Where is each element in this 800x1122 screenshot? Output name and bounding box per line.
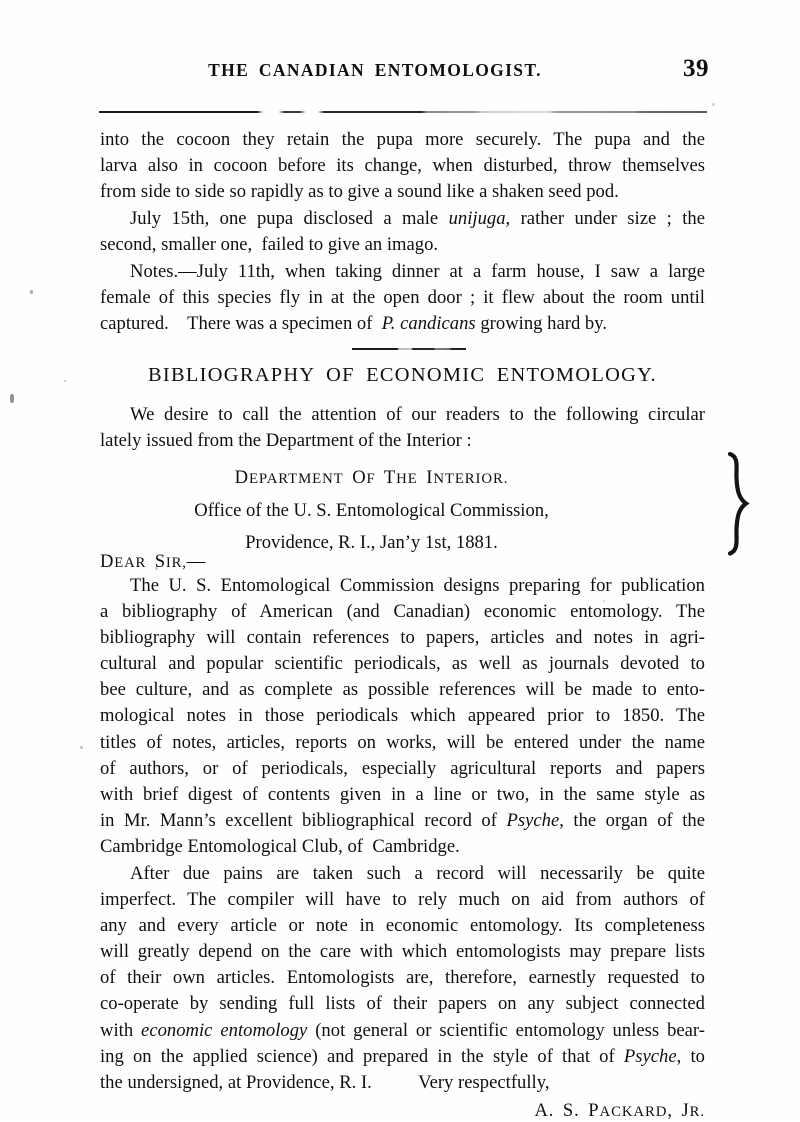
text-line [100, 808, 705, 834]
text-run: — [186, 551, 207, 572]
text-run: IR, [165, 555, 187, 571]
text-run: D [234, 467, 249, 488]
letter-body-paragraph-2 [100, 861, 705, 1096]
text-line: second, smaller one, failed to give an imago. [100, 234, 439, 256]
species-name-italic: unijuga [448, 208, 506, 229]
text-run: with [100, 1019, 142, 1041]
paragraph-july-15th [100, 206, 705, 258]
text-line: with brief digest of contents given in a line or two, in the same style as [100, 783, 705, 805]
text-line: larva also in cocoon before its change, when disturbed, throw themselves [100, 155, 705, 177]
address-office-line: Office of the U. S. Entomological Commission, [194, 500, 549, 521]
text-run: D [100, 551, 115, 572]
text-line [100, 861, 705, 887]
paragraph-circular-intro [100, 402, 705, 454]
text-run: in Mr. Mann’s excellent bibliographical record of [100, 809, 507, 831]
text-run: , rather under size ; the [505, 208, 705, 229]
text-run: , to [676, 1045, 705, 1067]
text-line: the undersigned, at Providence, R. I. Very respectfully, [100, 1071, 550, 1093]
text-run: F [366, 471, 376, 487]
text-line: any and every article or note in economic entomology. Its completeness [100, 915, 705, 937]
scan-speckle [10, 394, 14, 403]
text-run: T [383, 467, 397, 488]
text-line [100, 259, 705, 285]
text-run: After due pains are taken such a record will necessarily be quite [130, 863, 705, 884]
text-run: R. [689, 1104, 705, 1120]
paragraph-notes [100, 259, 705, 337]
species-name-italic: P. candicans [381, 313, 476, 335]
right-curly-brace-icon [722, 452, 762, 556]
text-line: from side to side so rapidly as to give a sound like a shaken seed pod. [100, 181, 619, 203]
text-run: HE [396, 471, 418, 487]
text-line: titles of notes, articles, reports on works, will be entered under the name [100, 731, 705, 753]
text-line: into the cocoon they retain the pupa more securely. The pupa and the [100, 129, 705, 150]
text-run: ACKARD [599, 1104, 668, 1120]
text-line: Cambridge Entomological Club, of Cambridge. [100, 835, 460, 857]
running-head-title: THE CANADIAN ENTOMOLOGIST. [208, 60, 542, 80]
text-run: A. S. [534, 1100, 589, 1121]
text-line: will greatly depend on the care with which entomologists may prepare lists [100, 941, 705, 963]
text-run: growing hard by. [475, 313, 608, 335]
text-line: co-operate by sending full lists of their papers on any subject connected [100, 993, 705, 1015]
text-line [100, 206, 705, 232]
text-run: The U. S. Entomological Commission designs preparing for publication [130, 575, 705, 596]
text-run: NTERIOR. [433, 471, 509, 487]
scan-speckle [712, 103, 715, 106]
text-line: bibliography will contain references to papers, articles and notes in agri- [100, 627, 705, 649]
text-line: a bibliography of American (and Canadian) economic entomology. The [100, 601, 705, 623]
text-run: captured. There was a specimen of [100, 313, 382, 335]
text-line [100, 1044, 705, 1070]
text-line: imperfect. The compiler will have to rely much on aid from authors of [100, 889, 705, 911]
text-line: of authors, or of periodicals, especially agricultural reports and papers [100, 757, 705, 779]
letterhead-address [100, 462, 705, 559]
paragraph-cocoon [100, 127, 705, 205]
address-place-date-line: Providence, R. I., Jan’y 1st, 1881. [245, 532, 498, 553]
text-run: We desire to call the attention of our readers to the following circular [130, 404, 705, 425]
text-run: ing on the applied science) and prepared in the style of that of [100, 1045, 624, 1067]
scan-speckle [64, 380, 66, 382]
letter-body-paragraph-1 [100, 573, 705, 860]
text-run: EPARTMENT [248, 471, 344, 487]
text-line: mological notes in those periodicals which appeared prior to 1850. The [100, 705, 705, 727]
text-run: P [588, 1100, 600, 1121]
text-run: (not general or scientific entomology unless bear- [307, 1019, 705, 1041]
text-line: of their own articles. Entomologists are, therefore, earnestly requested to [100, 967, 705, 989]
text-run: I [426, 467, 434, 488]
scan-speckle [80, 746, 83, 749]
running-head [100, 55, 709, 86]
text-line: cultural and popular scientific periodicals, as well as journals devoted to [100, 653, 705, 675]
text-line [100, 1018, 705, 1044]
letter-signature [100, 1100, 713, 1122]
letter-salutation [100, 551, 206, 573]
term-italic: economic entomology [141, 1019, 308, 1041]
text-run: J [681, 1100, 690, 1121]
text-line: lately issued from the Department of the Interior : [100, 430, 472, 452]
address-department-line [100, 462, 705, 495]
text-run: S [154, 551, 166, 572]
text-run: EAR [114, 555, 147, 571]
text-line [100, 573, 705, 599]
section-divider-rule [352, 348, 466, 350]
text-run: O [352, 467, 367, 488]
scan-speckle [30, 290, 33, 294]
text-run: , the organ of the [559, 809, 705, 831]
journal-name-italic: Psyche [506, 809, 560, 831]
text-line [100, 402, 705, 428]
journal-name-italic: Psyche [623, 1045, 677, 1067]
header-divider-rule [99, 111, 707, 113]
page-number: 39 [683, 55, 709, 82]
text-run: , [667, 1100, 682, 1121]
text-line: bee culture, and as complete as possible references will be made to ento- [100, 679, 705, 701]
text-line: female of this species fly in at the open door ; it flew about the room until [100, 287, 705, 309]
section-heading: BIBLIOGRAPHY OF ECONOMIC ENTOMOLOGY. [148, 364, 657, 386]
text-run: Notes.—July 11th, when taking dinner at a farm house, I saw a large [130, 261, 705, 282]
text-run: July 15th, one pupa disclosed a male [130, 208, 449, 229]
text-line [100, 311, 705, 337]
